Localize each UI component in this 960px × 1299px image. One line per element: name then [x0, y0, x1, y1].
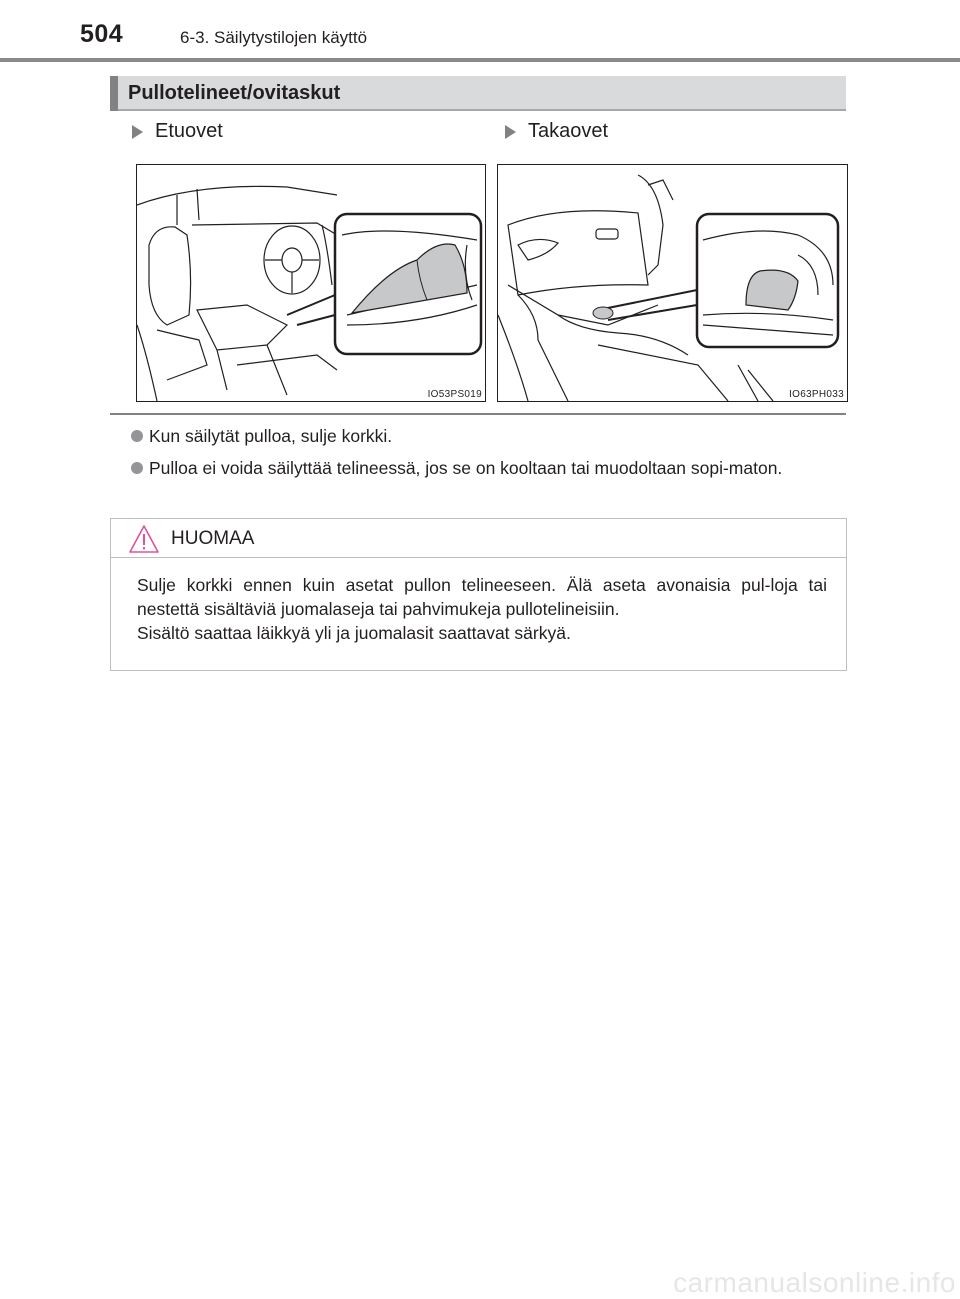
chapter-heading: 6-3. Säilytystilojen käyttö: [180, 28, 368, 47]
notice-title: HUOMAA: [171, 528, 255, 549]
section-title: Pullotelineet/ovitaskut: [128, 82, 341, 104]
bullet-text: Pulloa ei voida säilyttää telineessä, jos se on kooltaan tai muodoltaan sopi-maton.: [149, 458, 783, 478]
section-bottom-rule: [110, 413, 846, 415]
header-rule: [0, 58, 960, 62]
figure-code-front: IO53PS019: [423, 388, 485, 401]
rear-door-drawing: [498, 165, 847, 401]
front-door-illustration: [136, 164, 486, 402]
notice-header: [111, 519, 846, 558]
bullet-text: Kun säilytät pulloa, sulje korkki.: [149, 426, 393, 446]
figure-label-front-text: Etuovet: [155, 120, 223, 142]
notice-paragraph: Sulje korkki ennen kuin asetat pullon telineeseen. Älä aseta avonaisia pul-loja tai nestettä sisältäviä juomalaseja tai pahvimukeja pullotelineisiin.: [137, 575, 827, 619]
figure-code-rear: IO63PH033: [784, 388, 847, 401]
figure-label-front: [132, 120, 223, 143]
figure-label-rear-text: Takaovet: [528, 120, 609, 142]
warning-triangle-icon: [128, 524, 160, 554]
watermark-text: carmanualsonline.info: [673, 1267, 956, 1298]
figure-label-rear: [505, 120, 608, 143]
page-number: 504: [80, 20, 124, 48]
bullet-dot-icon: [131, 430, 143, 442]
notice-paragraph: Sisältö saattaa läikkyä yli ja juomalasit saattavat särkyä.: [137, 623, 571, 643]
front-door-drawing: [137, 165, 485, 401]
section-title-bar: [110, 76, 846, 111]
bullet-item: [131, 423, 846, 449]
notice-body: [137, 573, 827, 645]
bullet-item: [131, 455, 846, 481]
rear-door-illustration: [497, 164, 848, 402]
bullet-dot-icon: [131, 462, 143, 474]
triangle-bullet-icon: [132, 125, 143, 139]
notice-box: [110, 518, 847, 671]
triangle-bullet-icon: [505, 125, 516, 139]
section-stripe: [110, 76, 118, 111]
